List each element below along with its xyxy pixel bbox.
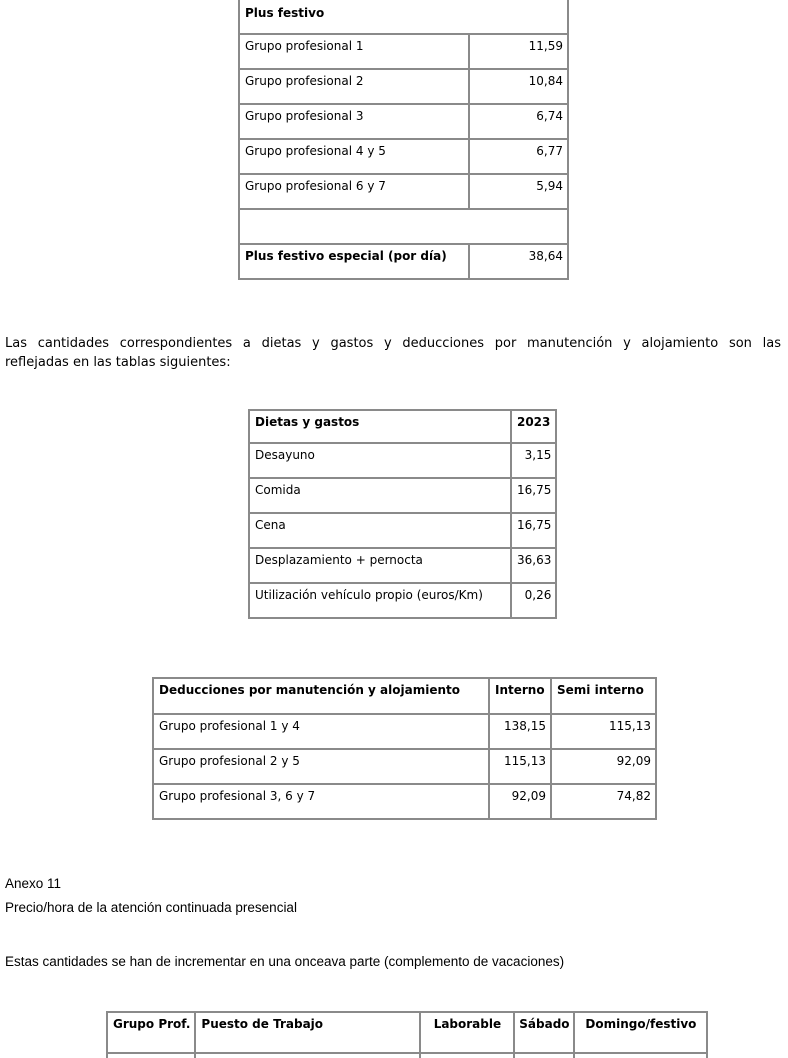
row-value: 3,15 [511, 443, 556, 478]
dietas-gastos-title: Dietas y gastos [249, 410, 511, 443]
intro-line-1: Las cantidades correspondientes a dietas y gastos y deducciones por manutención y alojamiento son las [5, 336, 781, 351]
domingo-festivo-column-header: Domingo/festivo [574, 1012, 707, 1053]
row-label: Grupo profesional 2 [239, 69, 469, 104]
row-label: Grupo profesional 4 y 5 [239, 139, 469, 174]
anexo-subtitle: Precio/hora de la atención continuada presencial [5, 900, 297, 915]
puesto-trabajo-column-header: Puesto de Trabajo [195, 1012, 420, 1053]
table-header-row [153, 678, 656, 714]
table-row [239, 139, 568, 174]
row-label: Cena [249, 513, 511, 548]
row-cell [574, 1053, 707, 1058]
row-label: Comida [249, 478, 511, 513]
plus-festivo-table-grid [238, 0, 569, 280]
row-label: Grupo profesional 6 y 7 [239, 174, 469, 209]
row-value-semi-interno: 115,13 [551, 714, 656, 749]
intro-paragraph [5, 334, 781, 372]
deducciones-table [152, 677, 657, 820]
row-label: Grupo profesional 1 y 4 [153, 714, 489, 749]
table-header-row [107, 1012, 707, 1053]
row-label: Utilización vehículo propio (euros/Km) [249, 583, 511, 618]
interno-column-header: Interno [489, 678, 551, 714]
table-row [239, 104, 568, 139]
row-value: 10,84 [469, 69, 568, 104]
row-cell [195, 1053, 420, 1058]
deducciones-title: Deducciones por manutención y alojamiento [153, 678, 489, 714]
row-label: Grupo profesional 3, 6 y 7 [153, 784, 489, 819]
table-row [249, 548, 556, 583]
table-row [249, 478, 556, 513]
row-value: 5,94 [469, 174, 568, 209]
spacer-cell [239, 209, 568, 244]
row-cell [107, 1053, 195, 1058]
table-row [249, 513, 556, 548]
year-column-header: 2023 [511, 410, 556, 443]
row-value-interno: 92,09 [489, 784, 551, 819]
grupo-prof-column-header: Grupo Prof. [107, 1012, 195, 1053]
atencion-continuada-table-grid [106, 1011, 708, 1058]
row-label: Desayuno [249, 443, 511, 478]
table-row [153, 784, 656, 819]
intro-line-2: reflejadas en las tablas siguientes: [5, 355, 231, 370]
row-label: Grupo profesional 3 [239, 104, 469, 139]
table-header-row [239, 0, 568, 34]
row-value-interno: 115,13 [489, 749, 551, 784]
deducciones-table-grid [152, 677, 657, 820]
anexo-heading: Anexo 11 [5, 876, 62, 891]
row-value: 16,75 [511, 478, 556, 513]
complemento-note: Estas cantidades se han de incrementar en una onceava parte (complemento de vacaciones) [5, 954, 565, 969]
row-value: 11,59 [469, 34, 568, 69]
row-value-interno: 138,15 [489, 714, 551, 749]
semi-interno-column-header: Semi interno [551, 678, 656, 714]
row-value-semi-interno: 74,82 [551, 784, 656, 819]
row-value: 38,64 [469, 244, 568, 279]
row-cell [514, 1053, 574, 1058]
sabado-column-header: Sábado [514, 1012, 574, 1053]
row-label: Grupo profesional 2 y 5 [153, 749, 489, 784]
row-label: Desplazamiento + pernocta [249, 548, 511, 583]
plus-festivo-title: Plus festivo [239, 0, 568, 34]
table-row [153, 714, 656, 749]
dietas-gastos-table [248, 409, 557, 619]
atencion-continuada-table [106, 1011, 708, 1058]
table-row [249, 583, 556, 618]
row-value: 36,63 [511, 548, 556, 583]
row-value: 6,74 [469, 104, 568, 139]
table-row [239, 244, 568, 279]
table-row [153, 749, 656, 784]
row-label: Plus festivo especial (por día) [239, 244, 469, 279]
spacer-row [239, 209, 568, 244]
row-cell [420, 1053, 514, 1058]
table-row [239, 69, 568, 104]
row-value: 0,26 [511, 583, 556, 618]
table-row-clipped [107, 1053, 707, 1058]
row-value: 16,75 [511, 513, 556, 548]
table-header-row [249, 410, 556, 443]
row-value: 6,77 [469, 139, 568, 174]
plus-festivo-table [238, 0, 569, 280]
dietas-gastos-table-grid [248, 409, 557, 619]
laborable-column-header: Laborable [420, 1012, 514, 1053]
table-row [239, 174, 568, 209]
table-row [239, 34, 568, 69]
row-value-semi-interno: 92,09 [551, 749, 656, 784]
table-row [249, 443, 556, 478]
row-label: Grupo profesional 1 [239, 34, 469, 69]
